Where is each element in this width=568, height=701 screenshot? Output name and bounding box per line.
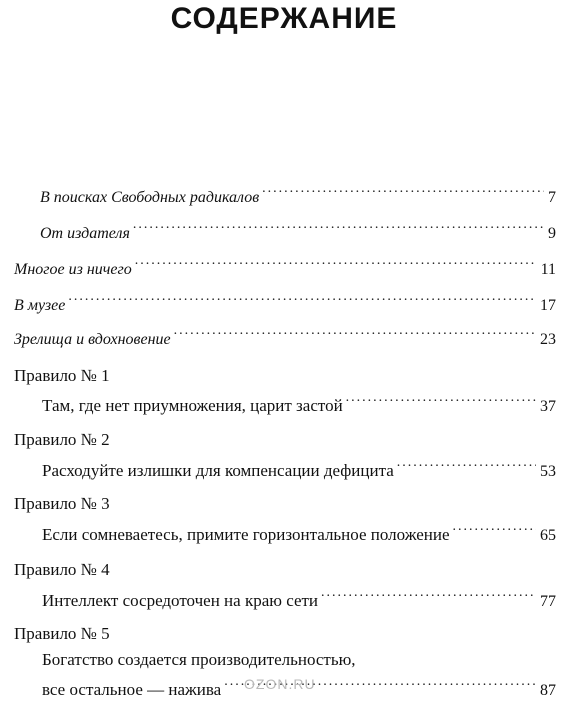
toc-entry-page: 37 bbox=[540, 398, 556, 415]
toc-entry[interactable] bbox=[42, 586, 556, 612]
toc-dot-leader bbox=[397, 456, 536, 476]
toc-entry-title: В поисках Свободных радикалов bbox=[40, 189, 260, 206]
rule-heading: Правило № 1 bbox=[14, 366, 110, 385]
toc-entry-page: 77 bbox=[540, 593, 556, 610]
toc-entry-title: все остальное — нажива bbox=[42, 680, 222, 699]
toc-dot-leader bbox=[68, 290, 536, 310]
watermark: OZON.RU bbox=[244, 676, 316, 692]
rule-heading: Правило № 2 bbox=[14, 430, 110, 449]
page-title: СОДЕРЖАНИЕ bbox=[170, 2, 398, 35]
toc-entry-title: Многое из ничего bbox=[14, 261, 132, 278]
toc-entry-title: Зрелища и вдохновение bbox=[14, 331, 171, 348]
toc-entry-title: В музее bbox=[14, 297, 66, 314]
toc-entry[interactable] bbox=[14, 290, 556, 316]
toc-entry-page: 87 bbox=[540, 682, 556, 699]
toc-entry-title-line1: Богатство создается производительностью, bbox=[42, 650, 356, 669]
toc-entry[interactable] bbox=[40, 182, 556, 208]
toc-entry-page: 9 bbox=[548, 225, 556, 242]
toc-entry-page: 23 bbox=[540, 331, 556, 348]
toc-entry-page: 65 bbox=[540, 527, 556, 544]
rule-heading: Правило № 4 bbox=[14, 560, 110, 579]
toc-entry[interactable] bbox=[42, 520, 556, 546]
rule-heading: Правило № 3 bbox=[14, 494, 110, 513]
toc-entry-page: 53 bbox=[540, 463, 556, 480]
toc-entry[interactable] bbox=[14, 254, 556, 280]
toc-dot-leader bbox=[346, 391, 536, 411]
toc-entry-title: Там, где нет приумножения, царит застой bbox=[42, 396, 343, 415]
toc-entry-title: Интеллект сосредоточен на краю сети bbox=[42, 591, 319, 610]
toc-entry[interactable] bbox=[40, 218, 556, 244]
toc-entry-title: Расходуйте излишки для компенсации дефицита bbox=[42, 461, 394, 480]
toc-entry-page: 11 bbox=[540, 261, 556, 278]
toc-entry-title: От издателя bbox=[40, 225, 130, 242]
toc-dot-leader bbox=[135, 254, 537, 274]
toc-dot-leader bbox=[453, 520, 536, 540]
toc-dot-leader bbox=[321, 586, 536, 606]
toc-dot-leader bbox=[262, 182, 544, 202]
rule-heading: Правило № 5 bbox=[14, 624, 110, 643]
toc-dot-leader bbox=[133, 218, 544, 238]
toc-dot-leader bbox=[174, 324, 536, 344]
toc-entry-page: 17 bbox=[540, 297, 556, 314]
toc-entry[interactable] bbox=[42, 391, 556, 417]
toc-entry[interactable] bbox=[14, 324, 556, 350]
toc-entry[interactable] bbox=[42, 456, 556, 482]
toc-entry-title: Если сомневаетесь, примите горизонтальное положение bbox=[42, 525, 450, 544]
toc-entry-page: 7 bbox=[548, 189, 556, 206]
